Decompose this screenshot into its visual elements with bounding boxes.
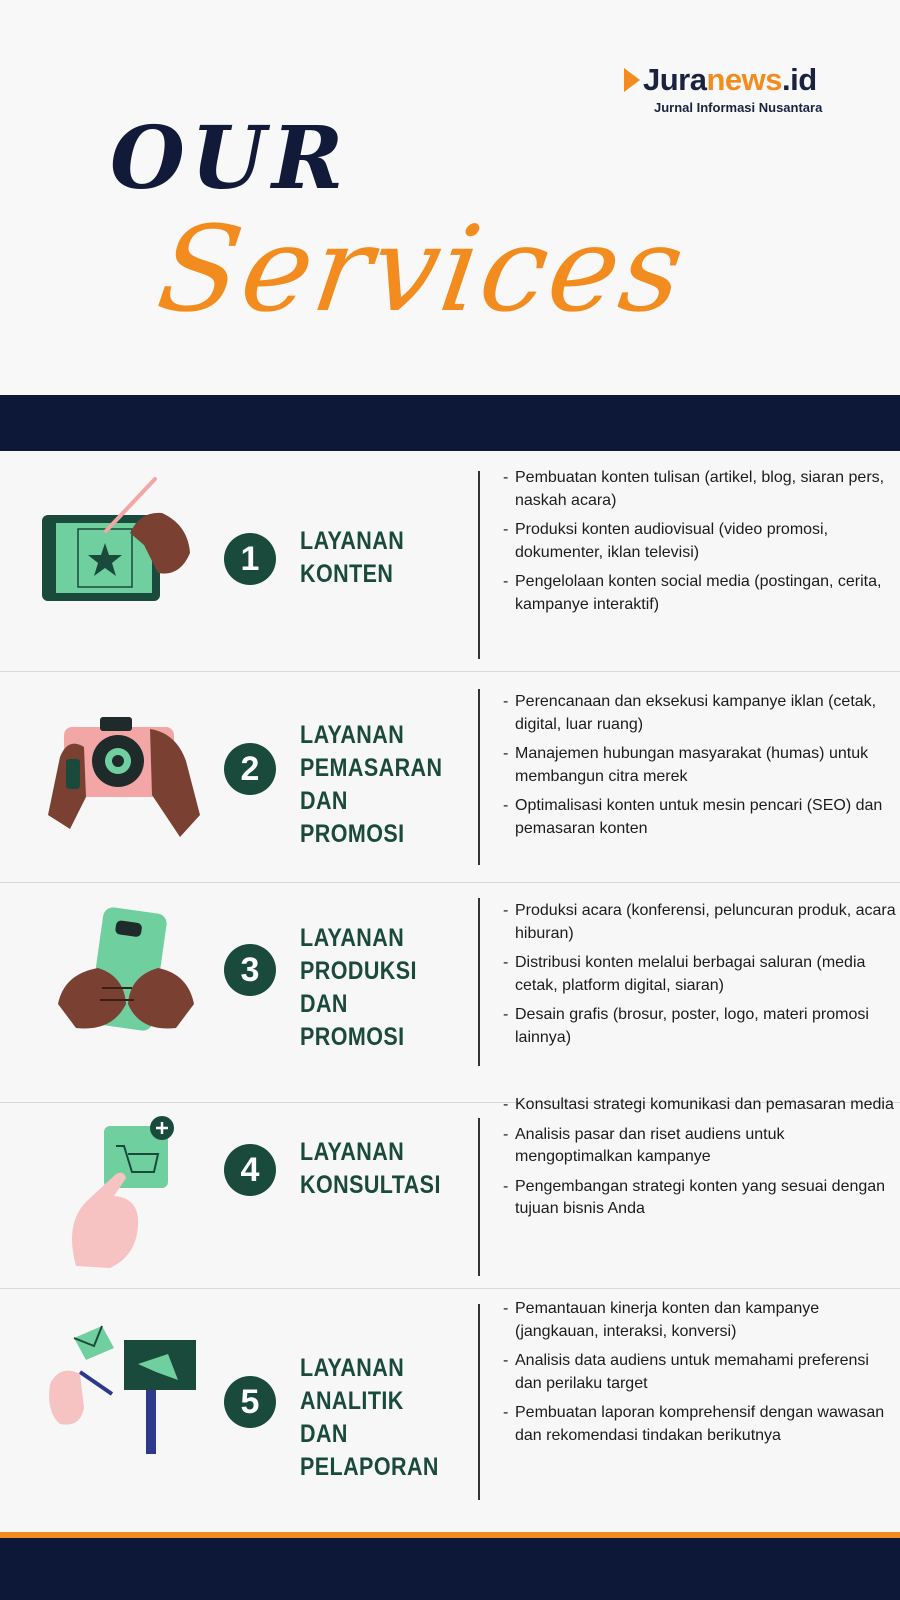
service-row-4 bbox=[0, 1096, 900, 1289]
service-name: LAYANAN ANALITIK DAN PELAPORAN bbox=[300, 1354, 439, 1481]
service-name: LAYANAN PEMASARAN DAN PROMOSI bbox=[300, 721, 443, 848]
service-bullets: - Pemantauan kinerja konten dan kampanye (jangkauan, interaksi, konversi) - Analisis data audiens untuk memahami preferensi dan perilaku target - Pembuatan laporan komprehensif dengan wawasan dan rekomendasi tindakan berikutnya bbox=[503, 1298, 898, 1454]
service-number: 1 bbox=[224, 533, 276, 585]
divider bbox=[478, 471, 480, 659]
brand-tagline: Jurnal Informasi Nusantara bbox=[654, 100, 823, 115]
divider bbox=[478, 689, 480, 865]
service-row-2 bbox=[0, 671, 900, 883]
smartphone-icon bbox=[40, 904, 210, 1064]
brand-name: Juranews.id bbox=[643, 62, 817, 97]
service-bullets: - Produksi acara (konferensi, peluncuran produk, acara hiburan) - Distribusi konten melalui berbagai saluran (media cetak, platform digital, siaran) - Desain grafis (brosur, poster, logo, materi promosi lainnya) bbox=[503, 900, 898, 1056]
service-number: 3 bbox=[224, 944, 276, 996]
service-number: 2 bbox=[224, 743, 276, 795]
service-name: LAYANAN KONSULTASI bbox=[300, 1138, 441, 1199]
service-bullets: - Pembuatan konten tulisan (artikel, blog, siaran pers, naskah acara) - Produksi konten audiovisual (video promosi, dokumenter, iklan televisi) - Pengelolaan konten social media (postingan, cerita, kampanye interaktif) bbox=[503, 467, 898, 623]
play-icon bbox=[624, 68, 640, 92]
bottom-band bbox=[0, 1532, 900, 1600]
brand-logo[interactable] bbox=[624, 62, 864, 115]
divider bbox=[478, 1304, 480, 1500]
service-row-5 bbox=[0, 1288, 900, 1532]
header bbox=[0, 0, 900, 395]
service-bullets: - Perencanaan dan eksekusi kampanye iklan (cetak, digital, luar ruang) - Manajemen hubungan masyarakat (humas) untuk membangun citra merek - Optimalisasi konten untuk mesin pencari (SEO) dan pemasaran konten bbox=[503, 691, 898, 847]
title-our: OUR bbox=[110, 108, 350, 209]
service-bullets: - Konsultasi strategi komunikasi dan pemasaran media - Analisis pasar dan riset audiens untuk mengoptimalkan kampanye - Pengembangan strategi konten yang sesuai dengan tujuan bisnis Anda bbox=[503, 1094, 898, 1228]
cart-tap-icon bbox=[40, 1116, 210, 1276]
tablet-drawing-icon bbox=[40, 473, 210, 633]
service-number: 4 bbox=[224, 1144, 276, 1196]
service-name: LAYANAN PRODUKSI DAN PROMOSI bbox=[300, 924, 417, 1051]
title-services: Services bbox=[150, 200, 694, 338]
camera-icon bbox=[40, 697, 210, 857]
service-name: LAYANAN KONTEN bbox=[300, 527, 405, 588]
service-row-1 bbox=[0, 451, 900, 672]
divider bbox=[478, 898, 480, 1066]
top-band bbox=[0, 395, 900, 451]
service-number: 5 bbox=[224, 1376, 276, 1428]
divider bbox=[478, 1118, 480, 1276]
analytics-icon bbox=[40, 1324, 210, 1484]
service-row-3 bbox=[0, 882, 900, 1103]
